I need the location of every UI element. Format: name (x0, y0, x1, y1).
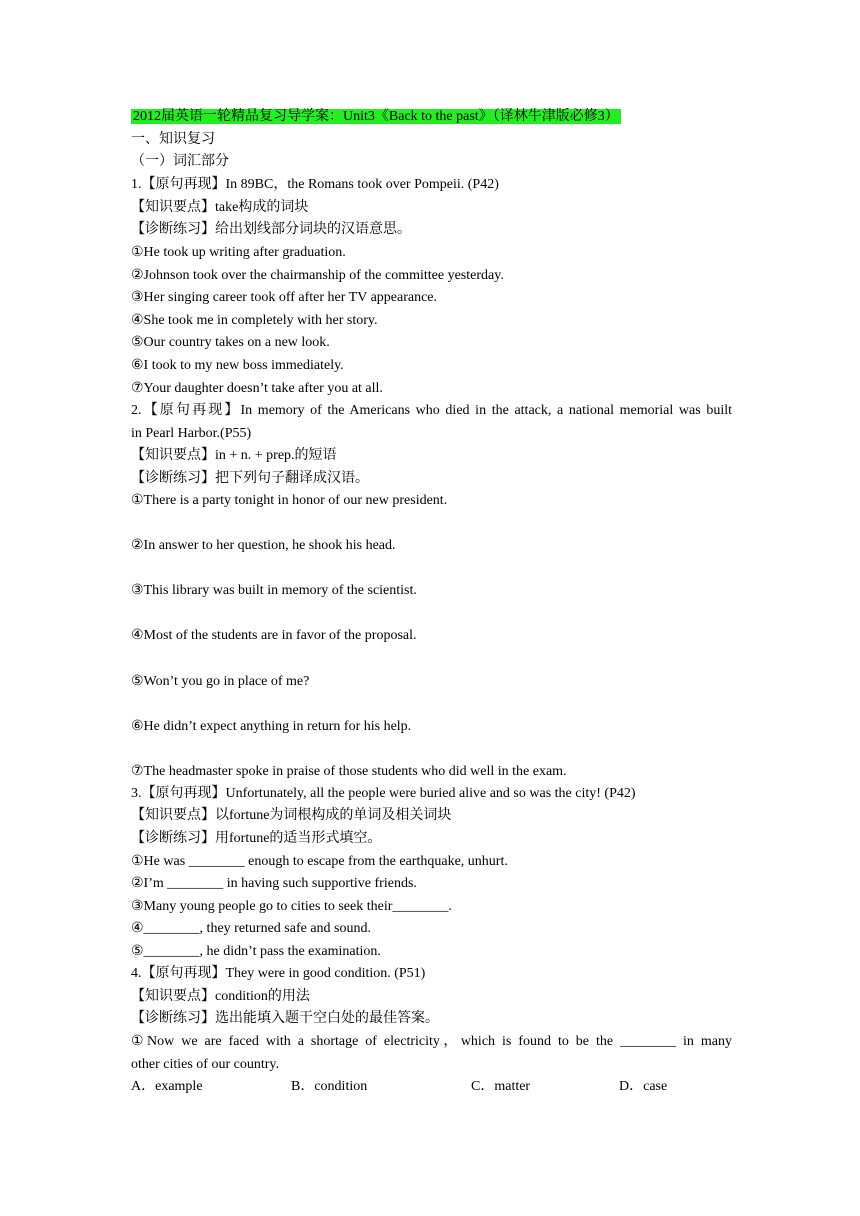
item-1-exercise: 【诊断练习】给出划线部分词块的汉语意思。 (131, 222, 411, 237)
item-3-q2: ②I’m ________ in having such supportive friends. (131, 876, 417, 891)
item-2-q6: ⑥He didn’t expect anything in return for his help. (131, 719, 412, 734)
item-2-point: 【知识要点】in + n. + prep.的短语 (131, 448, 337, 463)
item-3-original: 3.【原句再现】Unfortunately, all the people were buried alive and so was the city! (P42) (131, 786, 636, 801)
item-1-q6: ⑥I took to my new boss immediately. (131, 358, 344, 373)
doc-title (131, 108, 621, 126)
item-3-q5: ⑤________, he didn’t pass the examination. (131, 944, 381, 959)
item-4-q1-cont: other cities of our country. (131, 1057, 279, 1072)
item-1-q2: ②Johnson took over the chairmanship of the committee yesterday. (131, 268, 504, 283)
item-4-point: 【知识要点】condition的用法 (131, 989, 310, 1004)
option-a: A．example (131, 1079, 203, 1094)
item-3-q4: ④________, they returned safe and sound. (131, 921, 371, 936)
item-2-original-cont: in Pearl Harbor.(P55) (131, 426, 252, 441)
item-3-exercise: 【诊断练习】用fortune的适当形式填空。 (131, 831, 382, 846)
item-1-q1: ①He took up writing after graduation. (131, 245, 346, 260)
item-2-original: 2.【原句再现】In memory of the Americans who died in the attack, a national memorial was built (131, 403, 732, 418)
item-1-q4: ④She took me in completely with her story. (131, 313, 378, 328)
item-2-q1: ①There is a party tonight in honor of our new president. (131, 493, 448, 508)
item-1-point: 【知识要点】take构成的词块 (131, 200, 309, 215)
item-1-original: 1.【原句再现】In 89BC，the Romans took over Pompeii. (P42) (131, 177, 499, 192)
item-4-original: 4.【原句再现】They were in good condition. (P51) (131, 966, 426, 981)
item-4-exercise: 【诊断练习】选出能填入题干空白处的最佳答案。 (131, 1011, 439, 1026)
item-3-q1: ①He was ________ enough to escape from the earthquake, unhurt. (131, 854, 508, 869)
item-2-q5: ⑤Won’t you go in place of me? (131, 674, 310, 689)
section-heading: 一、知识复习 (131, 132, 215, 147)
item-4-q1: ①Now we are faced with a shortage of electricity，which is found to be the ________ in many (131, 1034, 732, 1049)
item-2-q3: ③This library was built in memory of the scientist. (131, 583, 417, 598)
option-b: B．condition (291, 1079, 368, 1094)
subsection-heading: （一）词汇部分 (131, 154, 229, 169)
title-highlight: 2012届英语一轮精品复习导学案：Unit3《Back to the past》（译林牛津版必修3） (133, 109, 619, 124)
item-3-point: 【知识要点】以fortune为词根构成的单词及相关词块 (131, 808, 452, 823)
item-2-q7: ⑦The headmaster spoke in praise of those students who did well in the exam. (131, 764, 567, 779)
item-2-exercise: 【诊断练习】把下列句子翻译成汉语。 (131, 471, 369, 486)
item-1-q7: ⑦Your daughter doesn’t take after you at all. (131, 381, 383, 396)
item-3-q3: ③Many young people go to cities to seek their________. (131, 899, 452, 914)
item-2-q4: ④Most of the students are in favor of the proposal. (131, 628, 417, 643)
item-2-q2: ②In answer to her question, he shook his head. (131, 538, 396, 553)
option-c: C．matter (471, 1079, 531, 1094)
item-1-q3: ③Her singing career took off after her TV appearance. (131, 290, 438, 305)
option-d: D．case (619, 1079, 668, 1094)
item-1-q5: ⑤Our country takes on a new look. (131, 335, 330, 350)
